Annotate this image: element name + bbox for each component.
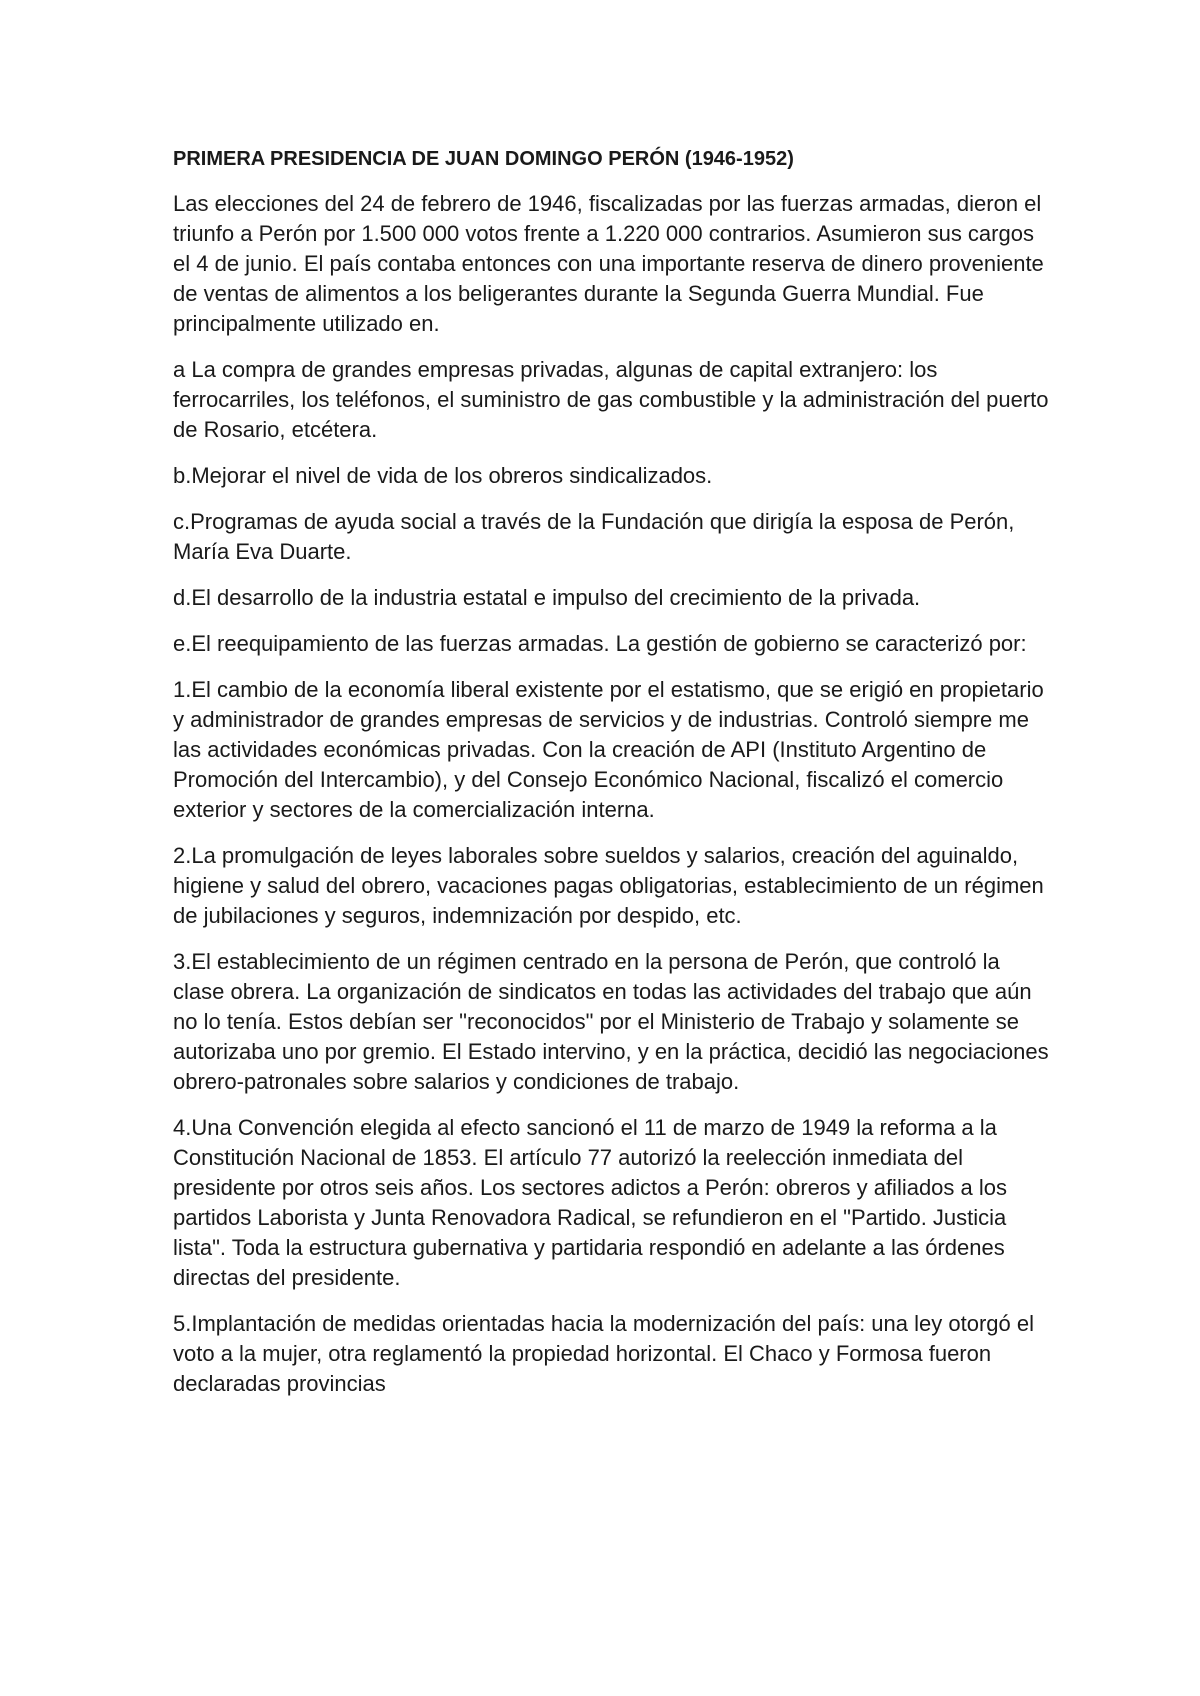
paragraph-item-b: b.Mejorar el nivel de vida de los obreros sindicalizados. — [173, 463, 713, 488]
document-page — [173, 145, 1053, 1415]
paragraph-item-d: d.El desarrollo de la industria estatal e impulso del crecimiento de la privada. — [173, 585, 921, 610]
paragraph-item-5: 5.Implantación de medidas orientadas hacia la modernización del país: una ley otorgó el voto a la mujer, otra reglamentó la propiedad horizontal. El Chaco y Formosa fueron declaradas provincias — [173, 1311, 1034, 1396]
paragraph-intro: Las elecciones del 24 de febrero de 1946, fiscalizadas por las fuerzas armadas, dieron el triunfo a Perón por 1.500 000 votos frente a 1.220 000 contrarios. Asumieron sus cargos el 4 de junio. El país contaba entonces con una importante reserva de dinero proveniente de ventas de alimentos a los beligerantes durante la Segunda Guerra Mundial. Fue principalmente utilizado en. — [173, 191, 1044, 336]
paragraph-item-2: 2.La promulgación de leyes laborales sobre sueldos y salarios, creación del aguinaldo, higiene y salud del obrero, vacaciones pagas obligatorias, establecimiento de un régimen de jubilaciones y seguros, indemnización por despido, etc. — [173, 843, 1044, 928]
paragraph-item-e: e.El reequipamiento de las fuerzas armadas. La gestión de gobierno se caracterizó por: — [173, 631, 1027, 656]
paragraph-item-1: 1.El cambio de la economía liberal existente por el estatismo, que se erigió en propietario y administrador de grandes empresas de servicios y de industrias. Controló siempre me las actividades económicas privadas. Con la creación de API (Instituto Argentino de Promoción del Intercambio), y del Consejo Económico Nacional, fiscalizó el comercio exterior y sectores de la comercialización interna. — [173, 677, 1044, 822]
paragraph-item-c: c.Programas de ayuda social a través de la Fundación que dirigía la esposa de Perón, María Eva Duarte. — [173, 509, 1015, 564]
paragraph-item-4: 4.Una Convención elegida al efecto sancionó el 11 de marzo de 1949 la reforma a la Constitución Nacional de 1853. El artículo 77 autorizó la reelección inmediata del presidente por otros seis años. Los sectores adictos a Perón: obreros y afiliados a los partidos Laborista y Junta Renovadora Radical, se refundieron en el "Partido. Justicia lista". Toda la estructura gubernativa y partidaria respondió en adelante a las órdenes directas del presidente. — [173, 1115, 1008, 1290]
paragraph-item-3: 3.El establecimiento de un régimen centrado en la persona de Perón, que controló la clase obrera. La organización de sindicatos en todas las actividades del trabajo que aún no lo tenía. Estos debían ser "reconocidos" por el Ministerio de Trabajo y solamente se autorizaba uno por gremio. El Estado intervino, y en la práctica, decidió las negociaciones obrero-patronales sobre salarios y condiciones de trabajo. — [173, 949, 1049, 1094]
paragraph-item-a: a La compra de grandes empresas privadas, algunas de capital extranjero: los ferrocarriles, los teléfonos, el suministro de gas combustible y la administración del puerto de Rosario, etcétera. — [173, 357, 1049, 442]
document-title: PRIMERA PRESIDENCIA DE JUAN DOMINGO PERÓN (1946-1952) — [173, 148, 794, 170]
